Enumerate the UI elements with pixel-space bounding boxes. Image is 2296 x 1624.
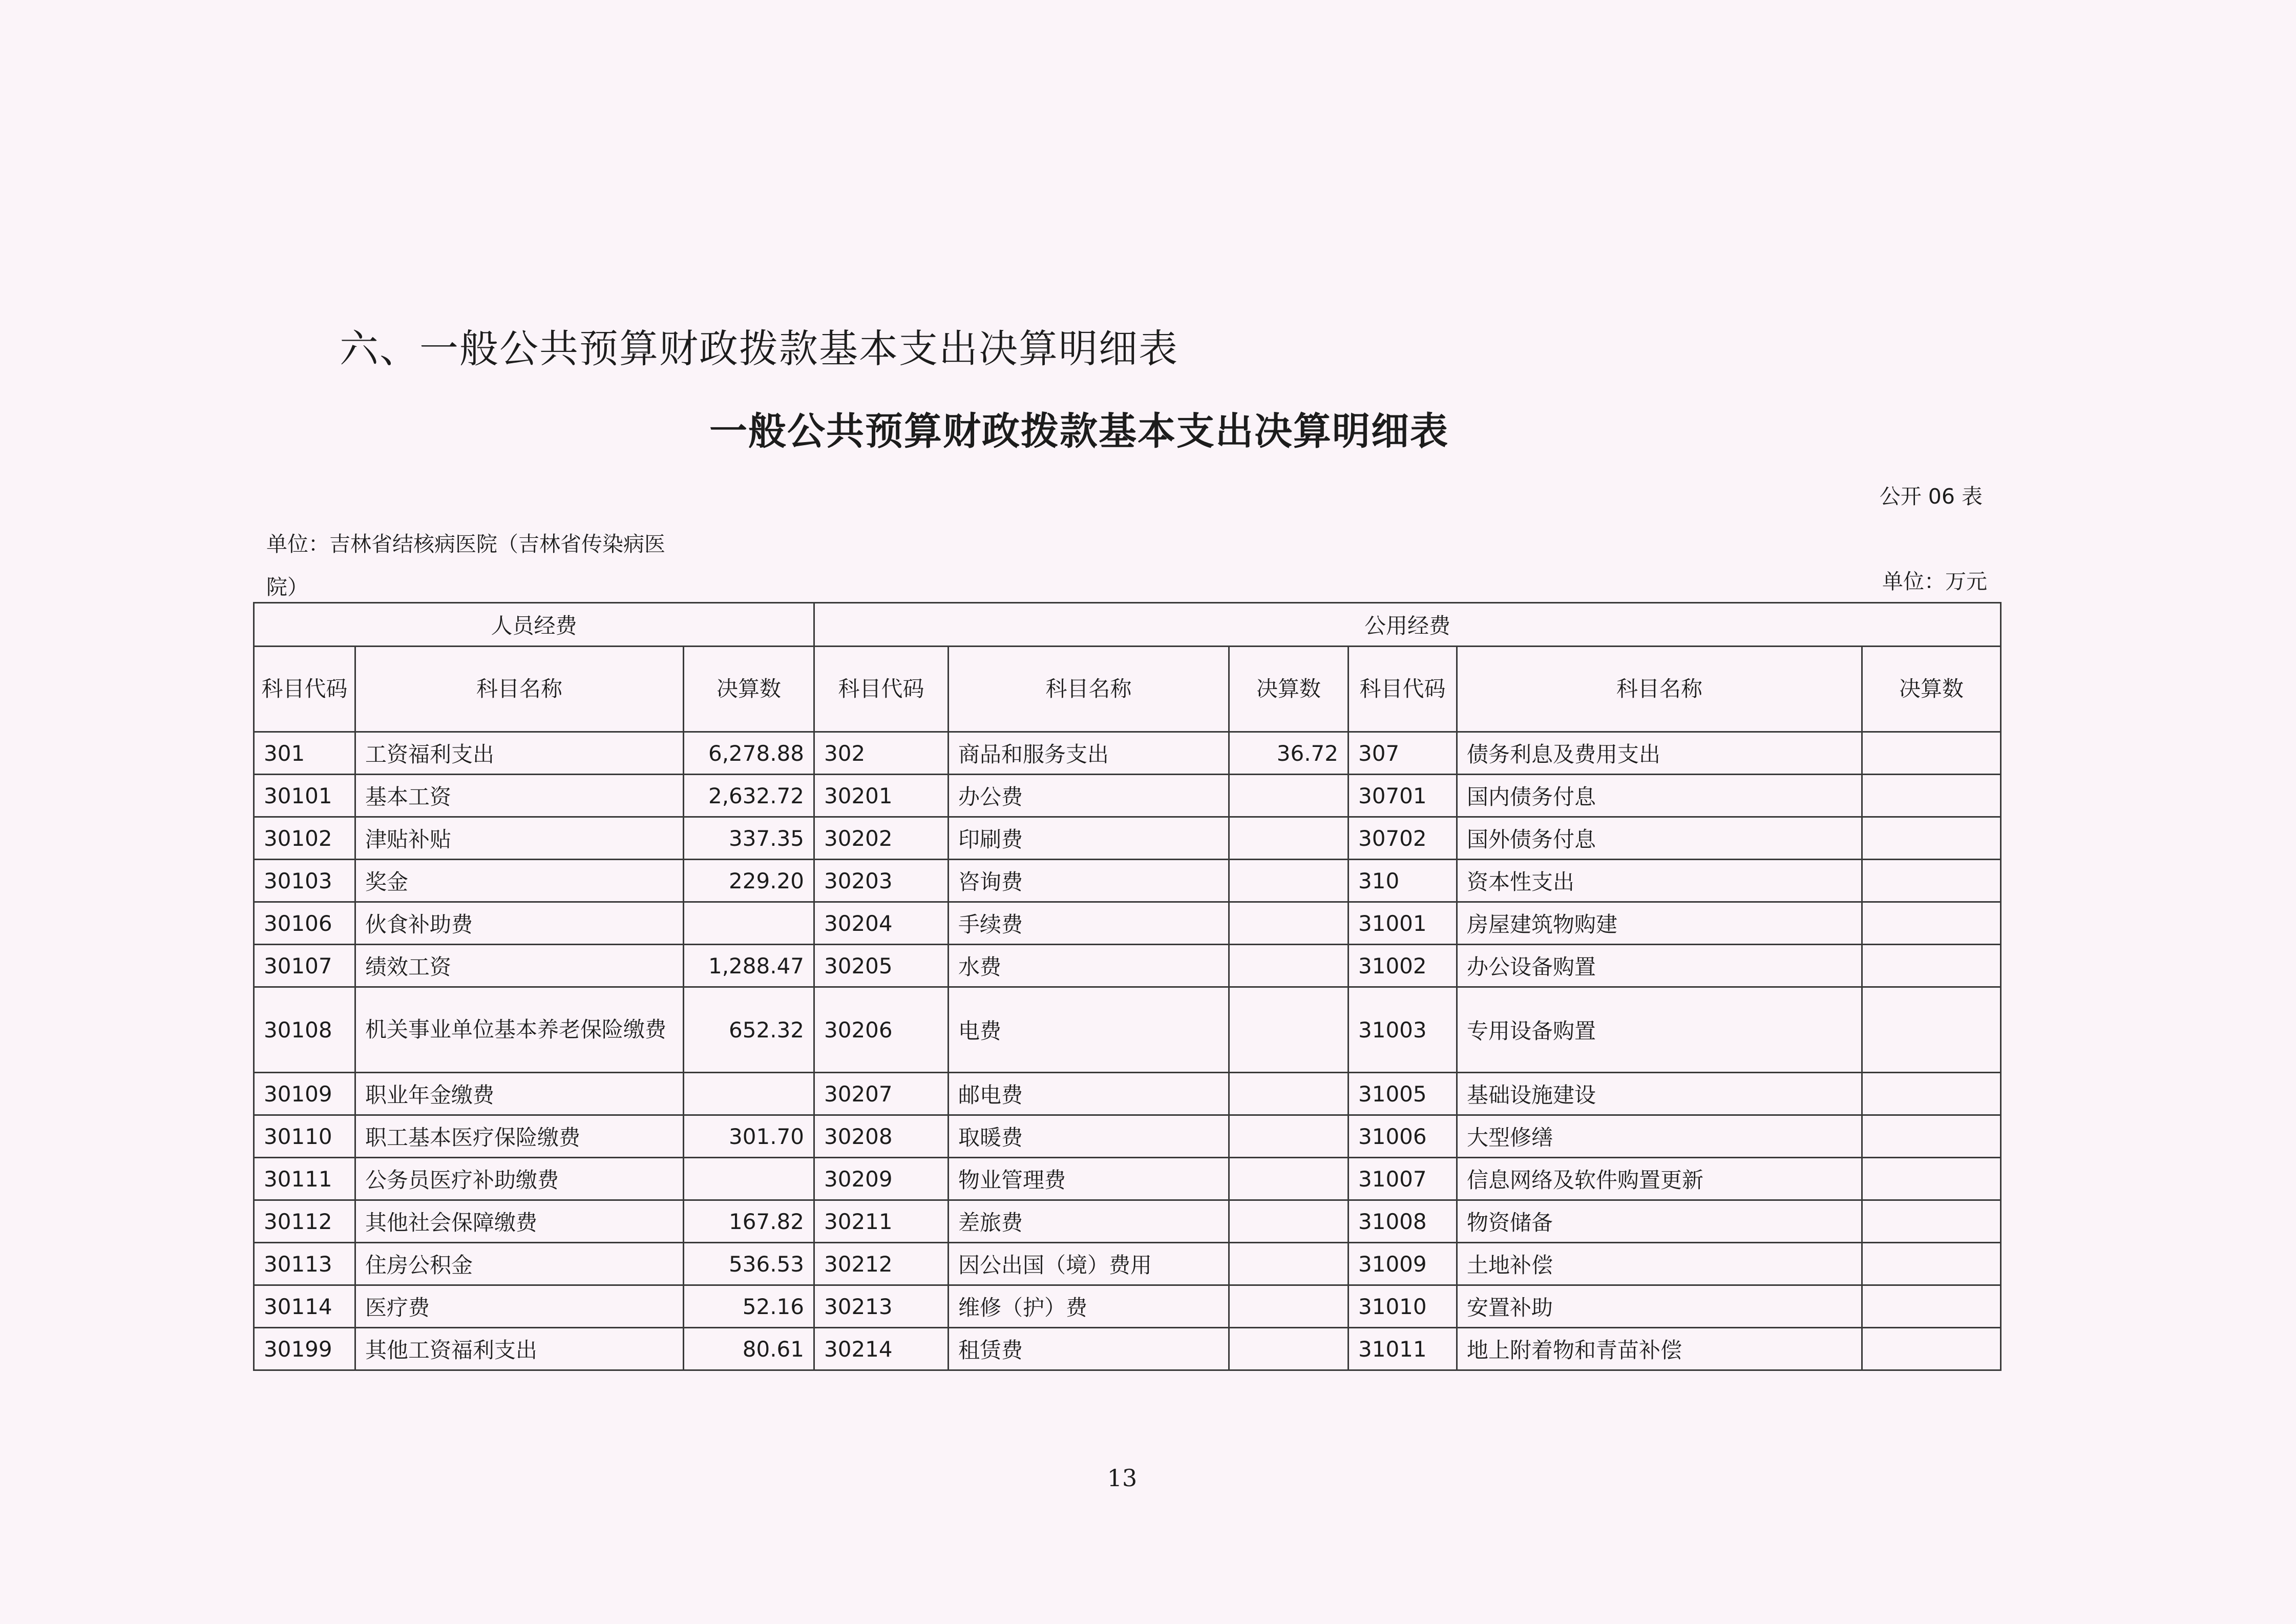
cell-code: 30205 xyxy=(814,945,949,987)
cell-name: 津贴补贴 xyxy=(355,817,684,860)
cell-amount xyxy=(1229,902,1349,945)
cell-code: 301 xyxy=(254,732,355,775)
table-row xyxy=(254,1200,2001,1243)
cell-amount xyxy=(1862,775,2001,817)
cell-amount xyxy=(1862,817,2001,860)
cell-code: 310 xyxy=(1349,860,1457,902)
cell-name: 办公设备购置 xyxy=(1457,945,1862,987)
header-name: 科目名称 xyxy=(1457,647,1862,732)
cell-code: 30204 xyxy=(814,902,949,945)
cell-amount: 1,288.47 xyxy=(684,945,814,987)
cell-name: 住房公积金 xyxy=(355,1243,684,1285)
cell-code: 30209 xyxy=(814,1158,949,1200)
cell-amount xyxy=(1229,1285,1349,1328)
cell-amount xyxy=(1229,945,1349,987)
cell-code: 30108 xyxy=(254,987,355,1073)
cell-code: 30199 xyxy=(254,1328,355,1370)
cell-code: 30212 xyxy=(814,1243,949,1285)
header-amount: 决算数 xyxy=(1229,647,1349,732)
cell-code: 30214 xyxy=(814,1328,949,1370)
table-row xyxy=(254,1243,2001,1285)
cell-amount xyxy=(1862,1115,2001,1158)
cell-name: 水费 xyxy=(949,945,1229,987)
cell-amount xyxy=(1229,987,1349,1073)
cell-code: 30702 xyxy=(1349,817,1457,860)
cell-name: 物业管理费 xyxy=(949,1158,1229,1200)
cell-name: 专用设备购置 xyxy=(1457,987,1862,1073)
cell-name: 土地补偿 xyxy=(1457,1243,1862,1285)
cell-name: 其他社会保障缴费 xyxy=(355,1200,684,1243)
cell-code: 30213 xyxy=(814,1285,949,1328)
cell-amount xyxy=(1229,1328,1349,1370)
cell-name: 地上附着物和青苗补偿 xyxy=(1457,1328,1862,1370)
cell-amount xyxy=(1229,817,1349,860)
cell-amount xyxy=(1229,775,1349,817)
cell-code: 307 xyxy=(1349,732,1457,775)
group-header-row xyxy=(254,603,2001,647)
cell-code: 302 xyxy=(814,732,949,775)
table-row xyxy=(254,945,2001,987)
table-body xyxy=(254,732,2001,1370)
cell-code: 31001 xyxy=(1349,902,1457,945)
cell-amount xyxy=(1229,1158,1349,1200)
header-amount: 决算数 xyxy=(1862,647,2001,732)
cell-code: 30114 xyxy=(254,1285,355,1328)
table-row xyxy=(254,1115,2001,1158)
cell-name: 基础设施建设 xyxy=(1457,1073,1862,1115)
cell-amount xyxy=(1862,1328,2001,1370)
org-unit-label: 单位：吉林省结核病医院（吉林省传染病医院） xyxy=(266,532,665,599)
cell-amount xyxy=(684,1073,814,1115)
cell-amount xyxy=(1229,1073,1349,1115)
cell-code: 30103 xyxy=(254,860,355,902)
cell-name: 职业年金缴费 xyxy=(355,1073,684,1115)
table-row xyxy=(254,732,2001,775)
header-amount: 决算数 xyxy=(684,647,814,732)
table-row xyxy=(254,860,2001,902)
cell-amount: 229.20 xyxy=(684,860,814,902)
cell-name: 伙食补助费 xyxy=(355,902,684,945)
cell-name: 房屋建筑物购建 xyxy=(1457,902,1862,945)
cell-code: 30206 xyxy=(814,987,949,1073)
cell-code: 31009 xyxy=(1349,1243,1457,1285)
cell-code: 30110 xyxy=(254,1115,355,1158)
cell-name: 其他工资福利支出 xyxy=(355,1328,684,1370)
cell-name: 邮电费 xyxy=(949,1073,1229,1115)
header-name: 科目名称 xyxy=(949,647,1229,732)
cell-name: 安置补助 xyxy=(1457,1285,1862,1328)
table-row xyxy=(254,1285,2001,1328)
cell-amount xyxy=(1862,1243,2001,1285)
cell-code: 30111 xyxy=(254,1158,355,1200)
group-personnel: 人员经费 xyxy=(254,603,814,647)
cell-amount xyxy=(1229,860,1349,902)
cell-name: 因公出国（境）费用 xyxy=(949,1243,1229,1285)
cell-amount: 80.61 xyxy=(684,1328,814,1370)
table-row xyxy=(254,817,2001,860)
cell-code: 30203 xyxy=(814,860,949,902)
cell-name: 工资福利支出 xyxy=(355,732,684,775)
cell-amount xyxy=(1862,1073,2001,1115)
cell-code: 30202 xyxy=(814,817,949,860)
cell-amount xyxy=(1862,860,2001,902)
cell-amount: 337.35 xyxy=(684,817,814,860)
cell-amount xyxy=(1229,1200,1349,1243)
cell-name: 基本工资 xyxy=(355,775,684,817)
cell-amount: 52.16 xyxy=(684,1285,814,1328)
cell-code: 30107 xyxy=(254,945,355,987)
cell-name: 取暖费 xyxy=(949,1115,1229,1158)
cell-code: 31002 xyxy=(1349,945,1457,987)
cell-amount xyxy=(1862,1285,2001,1328)
cell-amount xyxy=(1862,1200,2001,1243)
cell-code: 30101 xyxy=(254,775,355,817)
cell-name: 医疗费 xyxy=(355,1285,684,1328)
page-number: 13 xyxy=(1107,1464,1138,1492)
table-row xyxy=(254,1328,2001,1370)
cell-code: 31003 xyxy=(1349,987,1457,1073)
header-code: 科目代码 xyxy=(814,647,949,732)
expenditure-detail-table xyxy=(253,602,2002,1371)
cell-amount: 6,278.88 xyxy=(684,732,814,775)
cell-name: 债务利息及费用支出 xyxy=(1457,732,1862,775)
column-header-row xyxy=(254,647,2001,732)
cell-code: 31007 xyxy=(1349,1158,1457,1200)
cell-amount: 652.32 xyxy=(684,987,814,1073)
group-public: 公用经费 xyxy=(814,603,2001,647)
table-title: 一般公共预算财政拨款基本支出决算明细表 xyxy=(709,409,1449,453)
cell-name: 机关事业单位基本养老保险缴费 xyxy=(355,987,684,1073)
cell-code: 31008 xyxy=(1349,1200,1457,1243)
cell-amount xyxy=(684,902,814,945)
cell-amount xyxy=(684,1158,814,1200)
form-code: 公开 06 表 xyxy=(1879,484,1983,509)
header-code: 科目代码 xyxy=(254,647,355,732)
header-code: 科目代码 xyxy=(1349,647,1457,732)
cell-amount: 2,632.72 xyxy=(684,775,814,817)
header-name: 科目名称 xyxy=(355,647,684,732)
cell-code: 31011 xyxy=(1349,1328,1457,1370)
cell-name: 商品和服务支出 xyxy=(949,732,1229,775)
cell-name: 物资储备 xyxy=(1457,1200,1862,1243)
cell-name: 大型修缮 xyxy=(1457,1115,1862,1158)
cell-name: 国外债务付息 xyxy=(1457,817,1862,860)
table-row xyxy=(254,1073,2001,1115)
cell-name: 差旅费 xyxy=(949,1200,1229,1243)
section-heading: 六、一般公共预算财政拨款基本支出决算明细表 xyxy=(340,326,1178,371)
cell-code: 30211 xyxy=(814,1200,949,1243)
cell-code: 30112 xyxy=(254,1200,355,1243)
cell-name: 维修（护）费 xyxy=(949,1285,1229,1328)
cell-amount xyxy=(1862,1158,2001,1200)
cell-name: 租赁费 xyxy=(949,1328,1229,1370)
cell-code: 30109 xyxy=(254,1073,355,1115)
cell-amount xyxy=(1862,945,2001,987)
cell-code: 31010 xyxy=(1349,1285,1457,1328)
cell-amount xyxy=(1229,1115,1349,1158)
cell-amount: 167.82 xyxy=(684,1200,814,1243)
cell-amount: 301.70 xyxy=(684,1115,814,1158)
cell-amount xyxy=(1862,987,2001,1073)
cell-code: 30102 xyxy=(254,817,355,860)
cell-name: 奖金 xyxy=(355,860,684,902)
cell-amount: 36.72 xyxy=(1229,732,1349,775)
cell-code: 31006 xyxy=(1349,1115,1457,1158)
cell-name: 手续费 xyxy=(949,902,1229,945)
cell-amount xyxy=(1229,1243,1349,1285)
table-row xyxy=(254,987,2001,1073)
cell-name: 国内债务付息 xyxy=(1457,775,1862,817)
cell-name: 信息网络及软件购置更新 xyxy=(1457,1158,1862,1200)
table-row xyxy=(254,1158,2001,1200)
cell-name: 公务员医疗补助缴费 xyxy=(355,1158,684,1200)
cell-code: 30106 xyxy=(254,902,355,945)
cell-code: 30207 xyxy=(814,1073,949,1115)
cell-name: 咨询费 xyxy=(949,860,1229,902)
cell-amount: 536.53 xyxy=(684,1243,814,1285)
cell-code: 30208 xyxy=(814,1115,949,1158)
cell-name: 印刷费 xyxy=(949,817,1229,860)
money-unit-label: 单位：万元 xyxy=(1882,569,1987,594)
table-row xyxy=(254,902,2001,945)
cell-code: 30701 xyxy=(1349,775,1457,817)
cell-amount xyxy=(1862,732,2001,775)
table-row xyxy=(254,775,2001,817)
cell-code: 30201 xyxy=(814,775,949,817)
cell-code: 31005 xyxy=(1349,1073,1457,1115)
cell-name: 电费 xyxy=(949,987,1229,1073)
cell-code: 30113 xyxy=(254,1243,355,1285)
cell-name: 职工基本医疗保险缴费 xyxy=(355,1115,684,1158)
cell-name: 绩效工资 xyxy=(355,945,684,987)
cell-name: 资本性支出 xyxy=(1457,860,1862,902)
cell-amount xyxy=(1862,902,2001,945)
cell-name: 办公费 xyxy=(949,775,1229,817)
